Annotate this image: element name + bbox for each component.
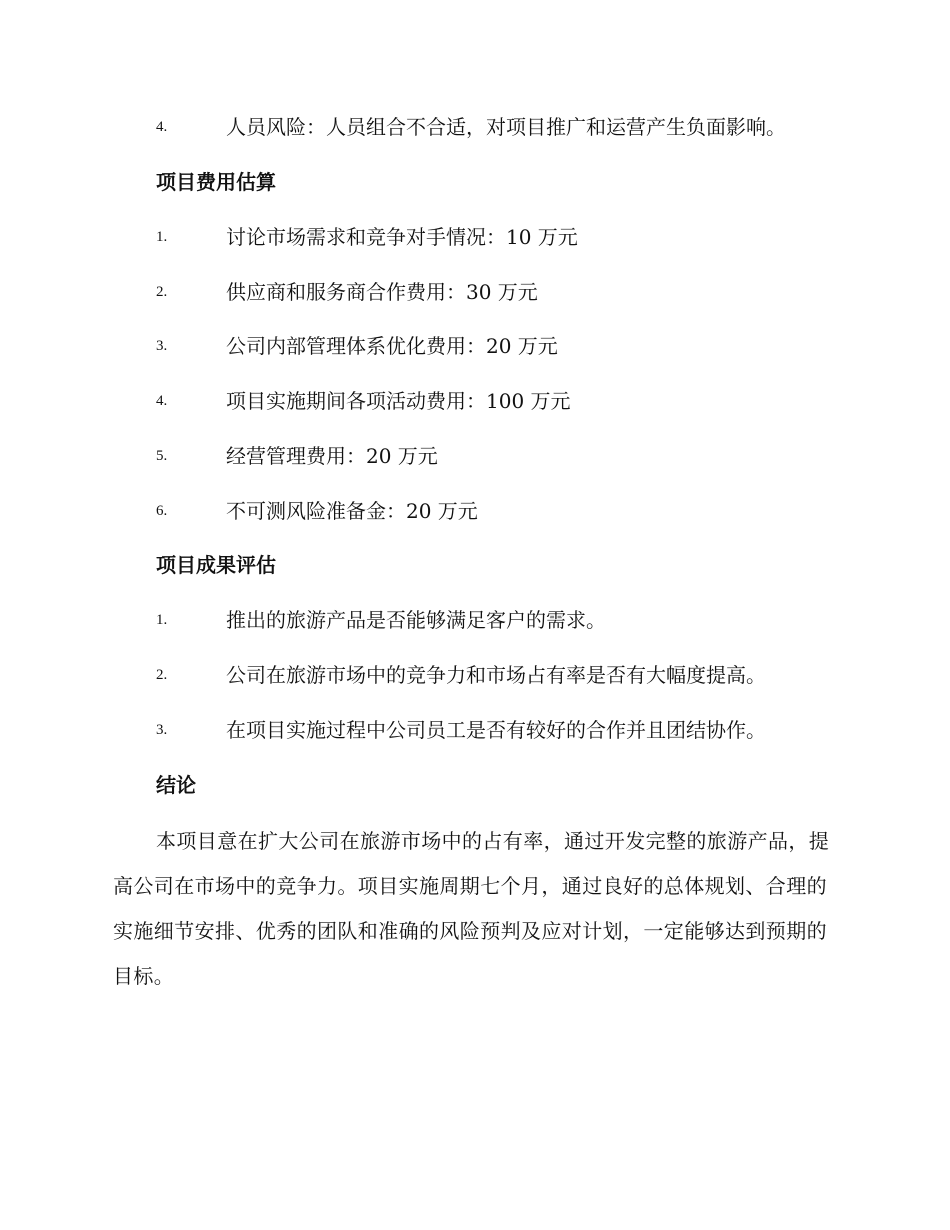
list-number: 6. <box>156 503 168 519</box>
cost-list-item <box>0 272 950 312</box>
list-number: 1. <box>156 612 168 628</box>
list-number: 5. <box>156 448 168 464</box>
list-number: 2. <box>156 284 168 300</box>
list-item-text: 项目实施期间各项活动费用：100 万元 <box>226 389 571 413</box>
cost-list-item <box>0 436 950 476</box>
list-number: 3. <box>156 338 168 354</box>
list-item-text: 在项目实施过程中公司员工是否有较好的合作并且团结协作。 <box>226 718 766 742</box>
list-item-text: 供应商和服务商合作费用：30 万元 <box>226 280 538 304</box>
list-item-text: 公司在旅游市场中的竞争力和市场占有率是否有大幅度提高。 <box>226 663 766 687</box>
evaluation-list-item <box>0 600 950 640</box>
list-number: 4. <box>156 119 168 135</box>
cost-list-item <box>0 217 950 257</box>
cost-list-item <box>0 381 950 421</box>
risk-list-item <box>0 107 950 147</box>
list-item-text: 经营管理费用：20 万元 <box>226 444 438 468</box>
conclusion-paragraph: 本项目意在扩大公司在旅游市场中的占有率，通过开发完整的旅游产品，提高公司在市场中的竞争力。项目实施周期七个月，通过良好的总体规划、合理的实施细节安排、优秀的团队和准确的风险预判及应对计划，一定能够达到预期的目标。 <box>113 829 830 988</box>
conclusion-section-heading: 结论 <box>156 773 196 797</box>
list-number: 2. <box>156 667 168 683</box>
list-number: 3. <box>156 722 168 738</box>
cost-section-heading: 项目费用估算 <box>156 170 276 194</box>
list-number: 1. <box>156 229 168 245</box>
list-item-text: 不可测风险准备金：20 万元 <box>226 499 478 523</box>
cost-list-item <box>0 326 950 366</box>
list-item-text: 公司内部管理体系优化费用：20 万元 <box>226 334 558 358</box>
list-number: 4. <box>156 393 168 409</box>
evaluation-list-item <box>0 710 950 750</box>
evaluation-list-item <box>0 655 950 695</box>
list-item-text: 人员风险：人员组合不合适，对项目推广和运营产生负面影响。 <box>226 115 786 139</box>
evaluation-section-heading: 项目成果评估 <box>156 553 276 577</box>
list-item-text: 讨论市场需求和竞争对手情况：10 万元 <box>226 225 578 249</box>
list-item-text: 推出的旅游产品是否能够满足客户的需求。 <box>226 608 606 632</box>
cost-list-item <box>0 491 950 531</box>
